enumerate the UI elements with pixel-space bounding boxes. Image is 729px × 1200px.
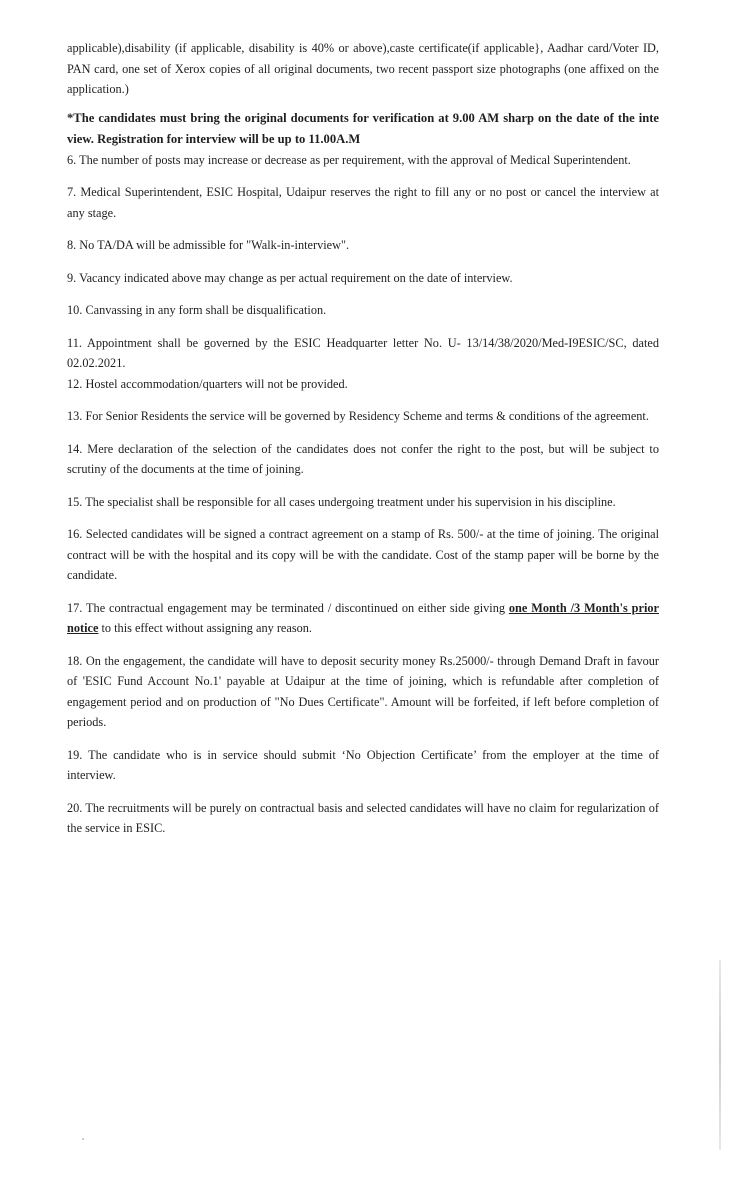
scan-edge-mark: [719, 960, 721, 1150]
clause-15: 15. The specialist shall be responsible for all cases undergoing treatment under his supervision in his discipline.: [67, 494, 616, 509]
clause-9: 9. Vacancy indicated above may change as per actual requirement on the date of interview.: [67, 270, 513, 285]
document-body: [67, 38, 659, 839]
clause-17: [67, 598, 659, 639]
intro-paragraph: applicable),disability (if applicable, disability is 40% or above),caste certificate(if applicable}, Aadhar card/Voter ID, PAN card, one set of Xerox copies of all original documents, two recent passport size photographs (one affixed on the application.): [67, 41, 659, 96]
clause-17-text-start: 17. The contractual engagement may be terminated / discontinued on either side giving: [67, 600, 509, 615]
documents-verification-note: *The candidates must bring the original documents for verification at 9.00 AM sharp on the date of the inte view. Registration for interview will be up to 11.00A.M: [67, 110, 659, 146]
clause-12: 12. Hostel accommodation/quarters will not be provided.: [67, 376, 348, 391]
clause-6: 6. The number of posts may increase or decrease as per requirement, with the approval of Medical Superintendent.: [67, 152, 631, 167]
clause-16: 16. Selected candidates will be signed a contract agreement on a stamp of Rs. 500/- at the time of joining. The original contract will be with the hospital and its copy will be with the candidate. Cost of the stamp paper will be borne by the candidate.: [67, 527, 659, 582]
clause-19: 19. The candidate who is in service should submit ‘No Objection Certificate’ from the employer at the time of interview.: [67, 747, 659, 782]
clause-14: 14. Mere declaration of the selection of the candidates does not confer the right to the post, but will be subject to scrutiny of the documents at the time of joining.: [67, 441, 659, 476]
clause-7: 7. Medical Superintendent, ESIC Hospital, Udaipur reserves the right to fill any or no post or cancel the interview at any stage.: [67, 185, 659, 220]
clause-20: 20. The recruitments will be purely on contractual basis and selected candidates will have no claim for regularization of the service in ESIC.: [67, 800, 659, 835]
clause-10: 10. Canvassing in any form shall be disqualification.: [67, 303, 327, 317]
clause-13: 13. For Senior Residents the service will be governed by Residency Scheme and terms & conditions of the agreement.: [67, 409, 649, 423]
clause-8: 8. No TA/DA will be admissible for "Walk-in-interview".: [67, 238, 350, 252]
clause-11: 11. Appointment shall be governed by the ESIC Headquarter letter No. U- 13/14/38/2020/Med-I9ESIC/SC, dated 02.02.2021.: [67, 335, 659, 370]
clause-17-text-end: to this effect without assigning any reason.: [98, 621, 312, 635]
scan-speck: [82, 1138, 84, 1140]
clause-18: 18. On the engagement, the candidate will have to deposit security money Rs.25000/- through Demand Draft in favour of 'ESIC Fund Account No.1' payable at Udaipur at the time of joining, which is refundable after completion of engagement period and on production of "No Dues Certificate". Amount will be forfeited, if left before completion of periods.: [67, 653, 659, 729]
notice-period-emphasis: one Month /3 Month's prior notice: [67, 600, 659, 635]
